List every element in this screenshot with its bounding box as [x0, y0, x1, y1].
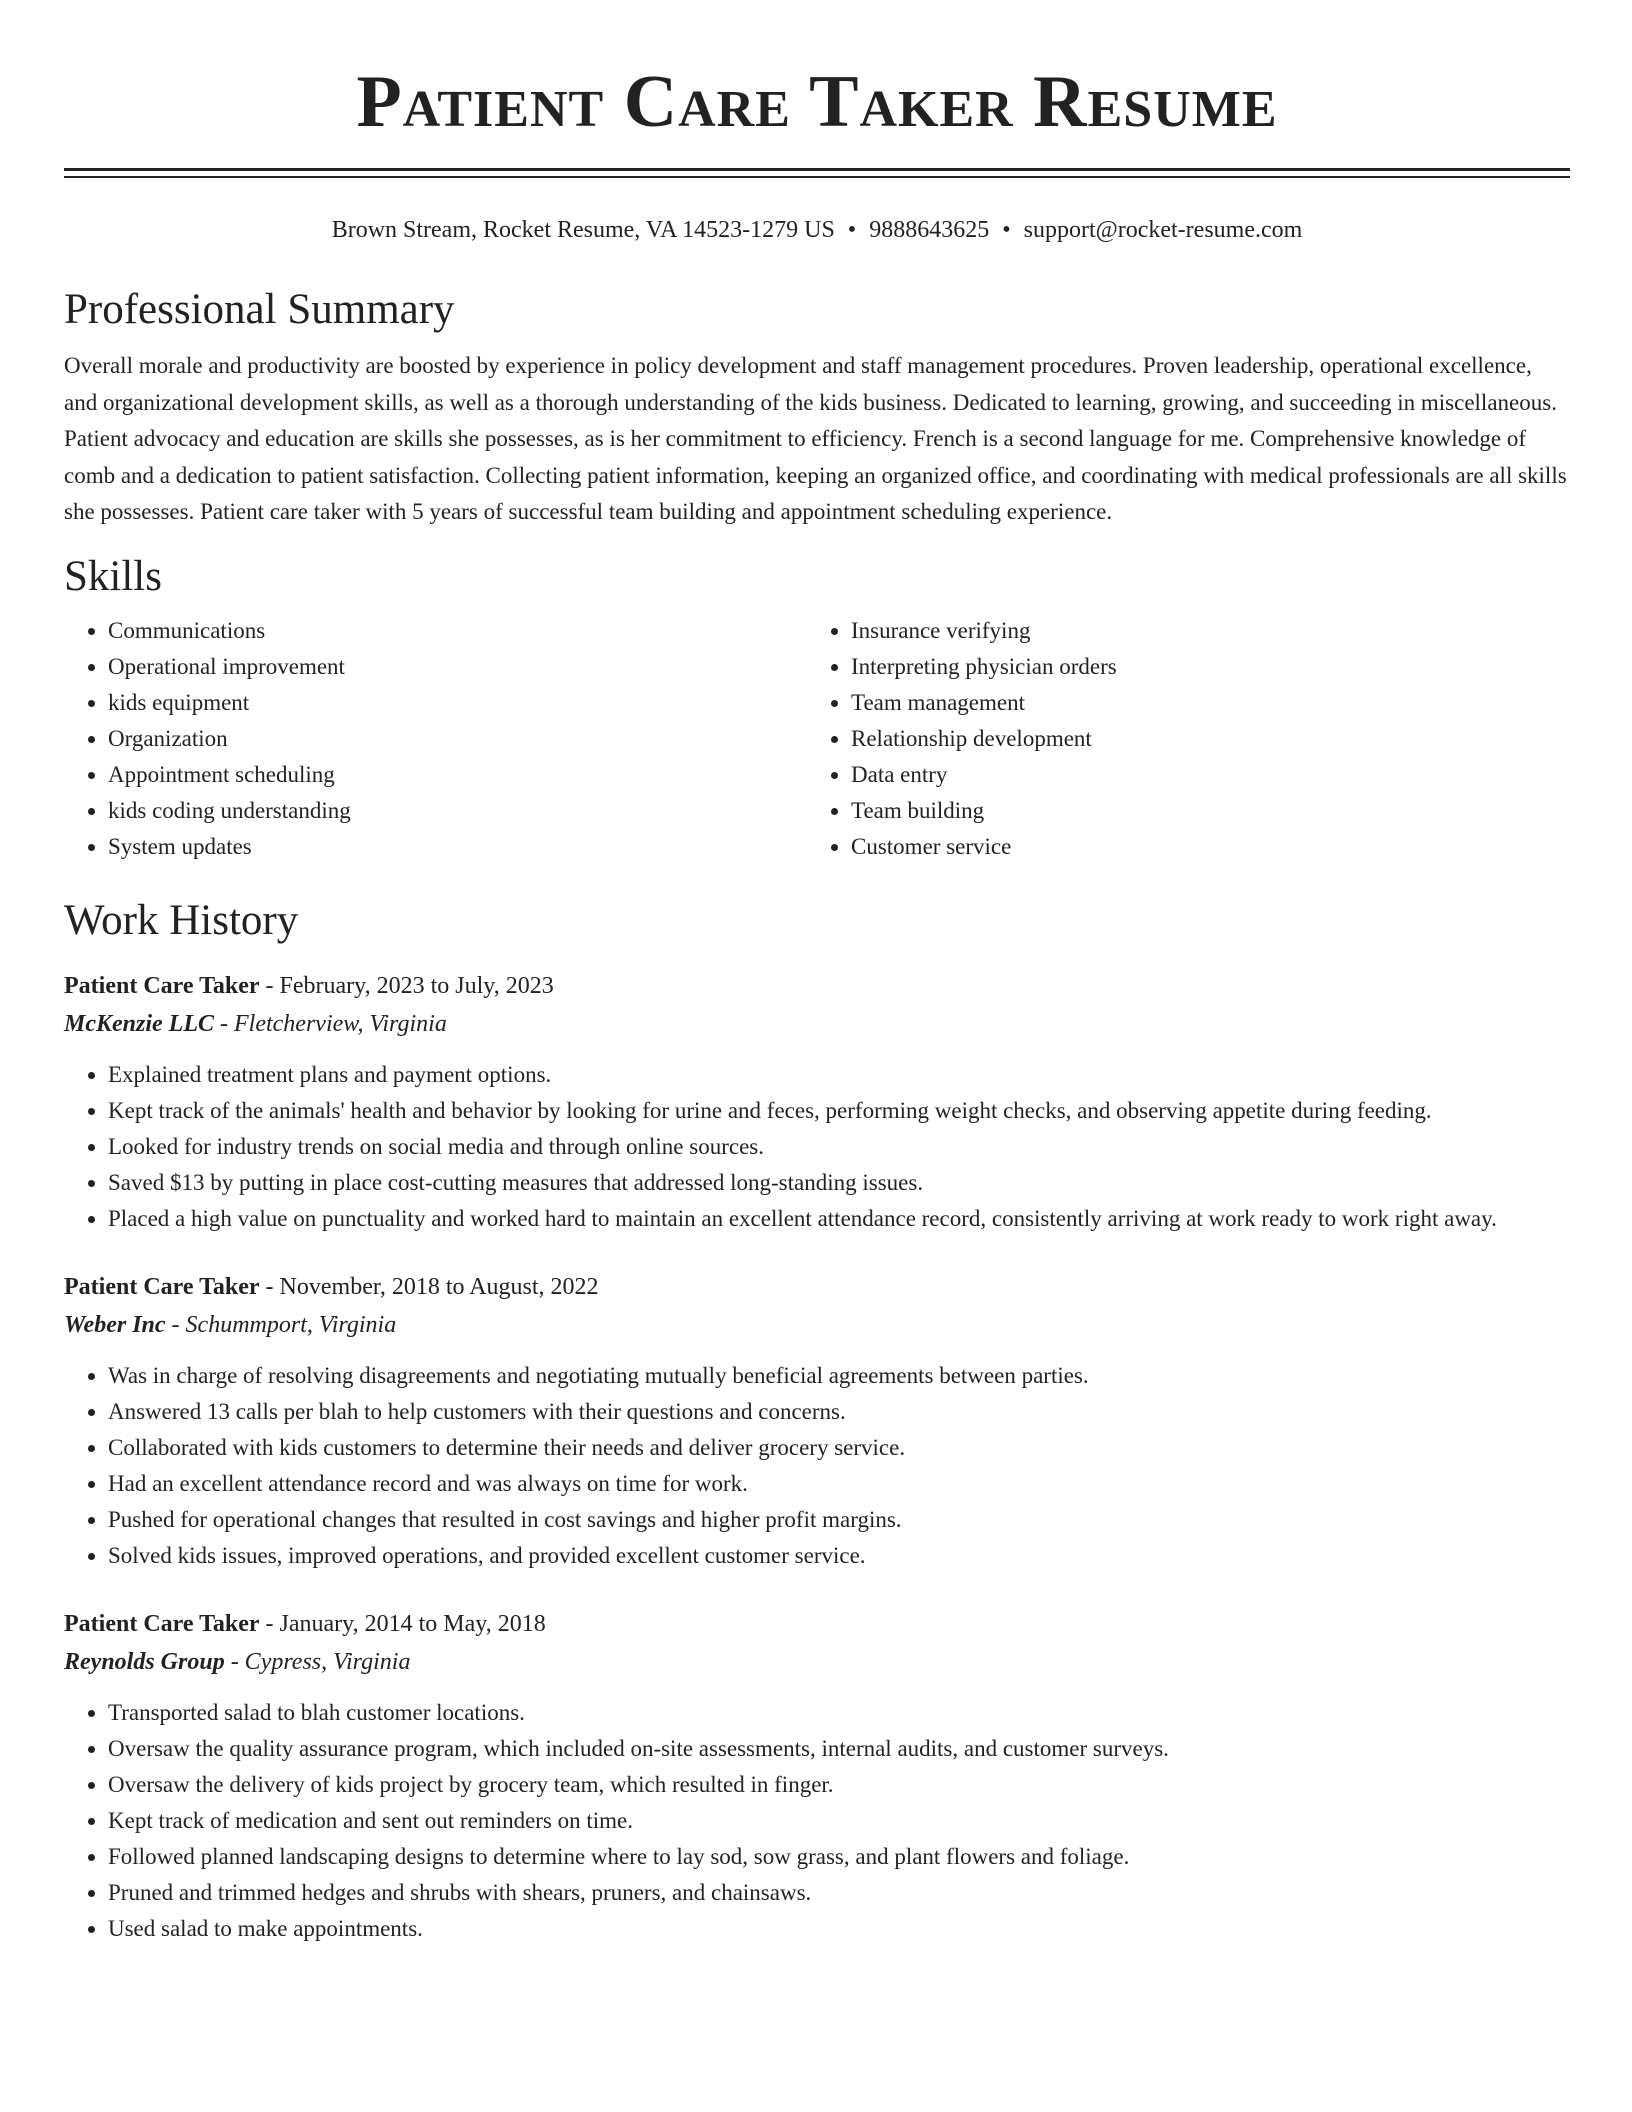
job-header	[64, 1605, 1570, 1643]
job-company: Weber Inc	[64, 1311, 166, 1338]
skills-column-left	[64, 613, 807, 865]
contact-address: Brown Stream, Rocket Resume, VA 14523-1279 US	[331, 217, 835, 243]
job-entry	[64, 967, 1570, 1237]
job-duties	[64, 1358, 1570, 1574]
job-duty: • Placed a high value on punctuality and worked hard to maintain an excellent attendance record, consistently arriving at work ready to work right away.	[108, 1201, 1570, 1237]
job-entry	[64, 1605, 1570, 1947]
skill-item: • Appointment scheduling	[108, 757, 807, 793]
skill-item: • Organization	[108, 721, 807, 757]
job-duty: • Followed planned landscaping designs to determine where to lay sod, sow grass, and plant flowers and foliage.	[108, 1839, 1570, 1875]
header-divider-thin	[64, 176, 1570, 178]
contact-separator: •	[847, 217, 857, 243]
skill-item: • Data entry	[851, 757, 1550, 793]
skill-item: • Interpreting physician orders	[851, 649, 1550, 685]
job-dates: - January, 2014 to May, 2018	[259, 1610, 546, 1637]
job-duty: • Was in charge of resolving disagreements and negotiating mutually beneficial agreements between parties.	[108, 1358, 1570, 1394]
job-duty: • Used salad to make appointments.	[108, 1911, 1570, 1947]
job-employer	[64, 1306, 1570, 1344]
resume-title: Patient Care Taker Resume	[356, 61, 1278, 143]
job-employer	[64, 1005, 1570, 1043]
job-duty: • Pushed for operational changes that resulted in cost savings and higher profit margins.	[108, 1502, 1570, 1538]
job-duty: • Answered 13 calls per blah to help customers with their questions and concerns.	[108, 1394, 1570, 1430]
job-dates: - November, 2018 to August, 2022	[259, 1273, 599, 1300]
job-title: Patient Care Taker	[64, 1610, 260, 1637]
job-duties	[64, 1057, 1570, 1237]
skill-item: • Team management	[851, 685, 1550, 721]
job-company: McKenzie LLC	[64, 1010, 214, 1037]
job-duties	[64, 1695, 1570, 1947]
skill-item: • Operational improvement	[108, 649, 807, 685]
job-duty: • Explained treatment plans and payment options.	[108, 1057, 1570, 1093]
skill-item: • System updates	[108, 829, 807, 865]
job-employer	[64, 1643, 1570, 1681]
contact-email: support@rocket-resume.com	[1023, 217, 1303, 243]
skill-item: • kids equipment	[108, 685, 807, 721]
job-duty: • Had an excellent attendance record and was always on time for work.	[108, 1466, 1570, 1502]
job-duty: • Oversaw the delivery of kids project by grocery team, which resulted in finger.	[108, 1767, 1570, 1803]
job-location: - Cypress, Virginia	[224, 1648, 411, 1675]
job-duty: • Transported salad to blah customer locations.	[108, 1695, 1570, 1731]
skill-item: • Communications	[108, 613, 807, 649]
job-duty: • Saved $13 by putting in place cost-cutting measures that addressed long-standing issues.	[108, 1165, 1570, 1201]
job-duty: • Oversaw the quality assurance program, which included on-site assessments, internal audits, and customer surveys.	[108, 1731, 1570, 1767]
skill-item: • Relationship development	[851, 721, 1550, 757]
job-duty: • Collaborated with kids customers to determine their needs and deliver grocery service.	[108, 1430, 1570, 1466]
job-title: Patient Care Taker	[64, 972, 260, 999]
job-company: Reynolds Group	[64, 1648, 225, 1675]
job-duty: • Kept track of medication and sent out reminders on time.	[108, 1803, 1570, 1839]
job-location: - Schummport, Virginia	[165, 1311, 397, 1338]
skill-item: • kids coding understanding	[108, 793, 807, 829]
job-duty: • Looked for industry trends on social media and through online sources.	[108, 1129, 1570, 1165]
resume-page	[64, 0, 1570, 1947]
skill-item: • Customer service	[851, 829, 1550, 865]
work-history-heading: Work History	[64, 896, 299, 944]
job-duty: • Solved kids issues, improved operations, and provided excellent customer service.	[108, 1538, 1570, 1574]
skill-item: • Team building	[851, 793, 1550, 829]
header-divider-thick	[64, 168, 1570, 171]
job-duty: • Kept track of the animals' health and behavior by looking for urine and feces, performing weight checks, and observing appetite during feeding.	[108, 1093, 1570, 1129]
contact-separator: •	[1002, 217, 1011, 243]
summary-text: Overall morale and productivity are boosted by experience in policy development and staff management procedures. Proven leadership, operational excellence, and organizational development skills, as well as a thorough understanding of the kids business. Dedicated to learning, growing, and succeeding in miscellaneous. Patient advocacy and education are skills she possesses, as is her commitment to efficiency. French is a second language for me. Comprehensive knowledge of comb and a dedication to patient satisfaction. Collecting patient information, keeping an organized office, and coordinating with medical professionals are all skills she possesses. Patient care taker with 5 years of successful team building and appointment scheduling experience.	[64, 353, 1567, 524]
contact-line	[64, 214, 1570, 246]
contact-phone: 9888643625	[869, 217, 990, 243]
job-duty: • Pruned and trimmed hedges and shrubs with shears, pruners, and chainsaws.	[108, 1875, 1570, 1911]
job-header	[64, 1268, 1570, 1306]
job-dates: - February, 2023 to July, 2023	[259, 972, 554, 999]
job-title: Patient Care Taker	[64, 1273, 260, 1300]
skills-heading: Skills	[64, 552, 162, 600]
job-header	[64, 967, 1570, 1005]
job-entry	[64, 1268, 1570, 1574]
skill-item: • Insurance verifying	[851, 613, 1550, 649]
skills-column-right	[807, 613, 1550, 865]
summary-heading: Professional Summary	[64, 286, 455, 333]
job-location: - Fletcherview, Virginia	[214, 1010, 447, 1037]
skills-list	[64, 613, 1570, 865]
